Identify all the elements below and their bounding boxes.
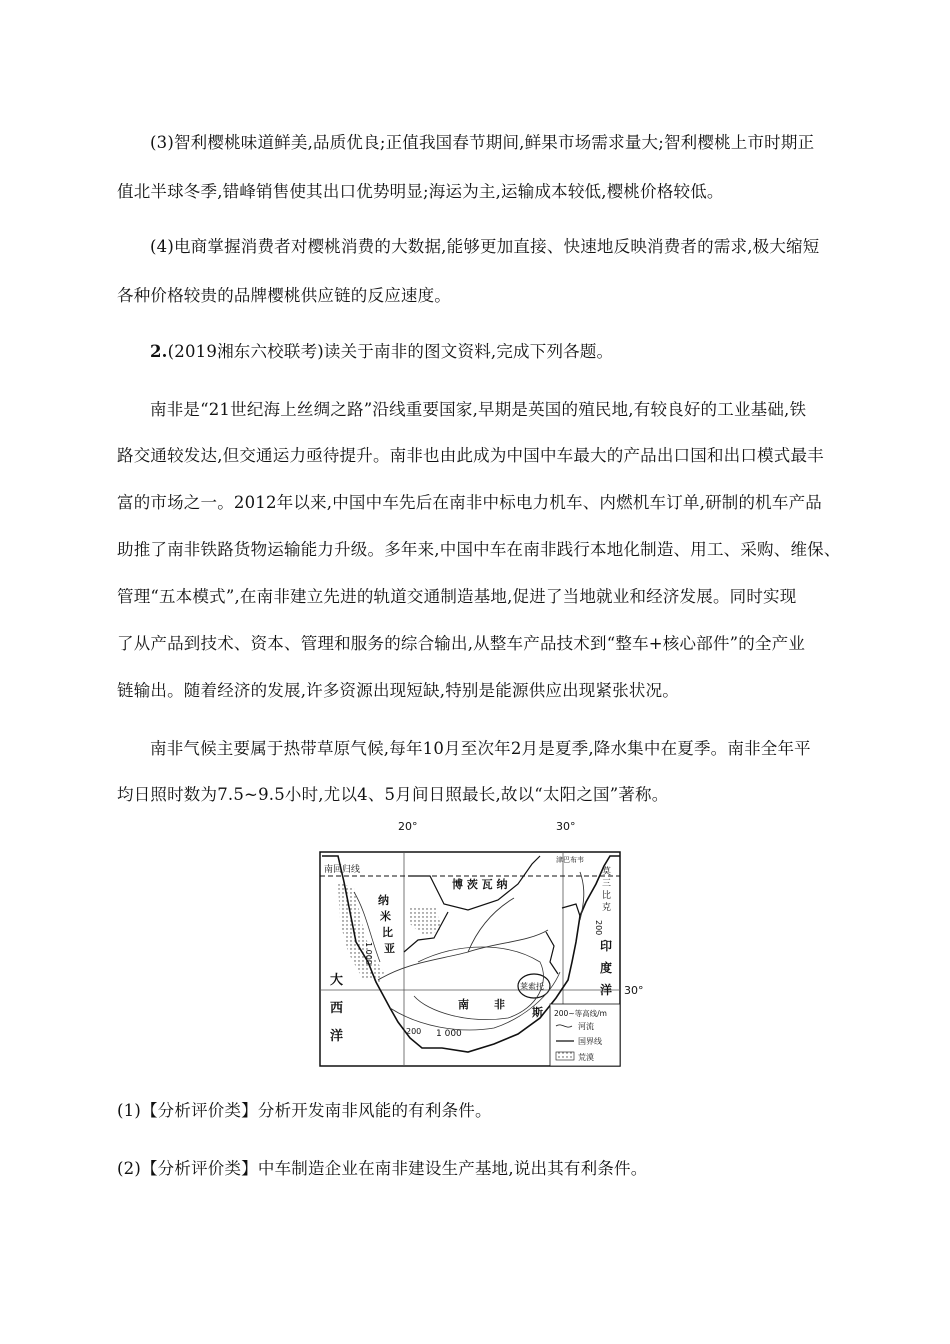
answer-3-line-1: (3)智利樱桃味道鲜美,品质优良;正值我国春节期间,鲜果市场需求量大;智利樱桃上市时期正 [150,133,815,152]
label-lesotho: 莱索托 [520,982,544,991]
map-legend [550,1004,620,1066]
label-atlantic-3: 洋 [330,1029,344,1044]
question-title: (2019湘东六校联考)读关于南非的图文资料,完成下列各题。 [167,342,614,361]
label-namibia-4: 亚 [384,942,395,955]
label-mozambique-4: 克 [602,903,612,913]
label-indian-3: 洋 [600,983,613,997]
legend-desert-symbol [556,1052,574,1060]
label-atlantic-2: 西 [330,1001,344,1016]
label-contour-1000-south: 1 000 [436,1029,462,1039]
intro-line-5: 管理“五本模式”,在南非建立先进的轨道交通制造基地,促进了当地就业和经济发展。同时实现 [117,587,797,606]
label-indian-2: 度 [600,961,613,975]
question-2-2: (2)【分析评价类】中车制造企业在南非建设生产基地,说出其有利条件。 [117,1159,648,1178]
label-south-africa-2: 非 [494,998,505,1011]
label-contour-200-south: 200 [406,1027,422,1036]
label-namibia-3: 比 [382,926,393,939]
intro-line-6: 了从产品到技术、资本、管理和服务的综合输出,从整车产品技术到“整车+核心部件”的全产业 [117,634,806,653]
intro-line-3: 富的市场之一。2012年以来,中国中车先后在南非中标电力机车、内燃机车订单,研制的机车产品 [117,493,822,512]
label-atlantic-1: 大 [330,973,344,988]
label-lon-30: 30° [556,820,576,833]
label-lon-20: 20° [398,820,418,833]
label-botswana: 博 茨 瓦 纳 [452,878,508,891]
label-eswatini: 斯 [532,1006,543,1019]
answer-3-line-2: 值北半球冬季,错峰销售使其出口优势明显;海运为主,运输成本较低,樱桃价格较低。 [117,182,724,201]
question-number: 2. [150,342,168,361]
intro-line-7: 链输出。随着经济的发展,许多资源出现短缺,特别是能源供应出现紧张状况。 [117,681,679,700]
label-mozambique-2: 三 [602,879,612,889]
intro-line-4: 助推了南非铁路货物运输能力升级。多年来,中国中车在南非践行本地化制造、用工、采购、维保、 [117,540,841,559]
label-mozambique-1: 莫 [602,867,612,877]
legend-river: 河流 [578,1022,594,1031]
intro-line-1: 南非是“21世纪海上丝绸之路”沿线重要国家,早期是英国的殖民地,有较良好的工业基础,铁 [150,400,807,419]
label-indian-1: 印 [600,939,613,953]
answer-4-line-1: (4)电商掌握消费者对樱桃消费的大数据,能够更加直接、快速地反映消费者的需求,极大缩短 [150,237,820,256]
south-africa-map [318,812,644,1068]
label-contour-200-east: 200 [594,920,603,936]
label-namibia-2: 米 [380,910,391,923]
question-2-heading [150,341,613,363]
climate-line-2: 均日照时数为7.5~9.5小时,尤以4、5月间日照最长,故以“太阳之国”著称。 [117,785,669,804]
label-south-africa-1: 南 [458,998,469,1011]
label-tropic: 南回归线 [324,865,361,875]
legend-border: 国界线 [578,1037,602,1046]
legend-desert: 荒漠 [578,1053,594,1062]
label-lat-30: 30° [624,984,644,997]
label-zimbabwe: 津巴布韦 [556,856,584,864]
label-contour-1000-west: 1 000 [364,942,373,965]
answer-4-line-2: 各种价格较贵的品牌樱桃供应链的反应速度。 [117,286,451,305]
climate-line-1: 南非气候主要属于热带草原气候,每年10月至次年2月是夏季,降水集中在夏季。南非全年平 [150,739,811,758]
label-mozambique-3: 比 [602,891,612,901]
label-namibia-1: 纳 [378,894,389,907]
legend-contour: 200~等高线/m [554,1009,607,1018]
question-2-1: (1)【分析评价类】分析开发南非风能的有利条件。 [117,1101,492,1120]
intro-line-2: 路交通较发达,但交通运力亟待提升。南非也由此成为中国中车最大的产品出口国和出口模式最丰 [117,446,824,465]
